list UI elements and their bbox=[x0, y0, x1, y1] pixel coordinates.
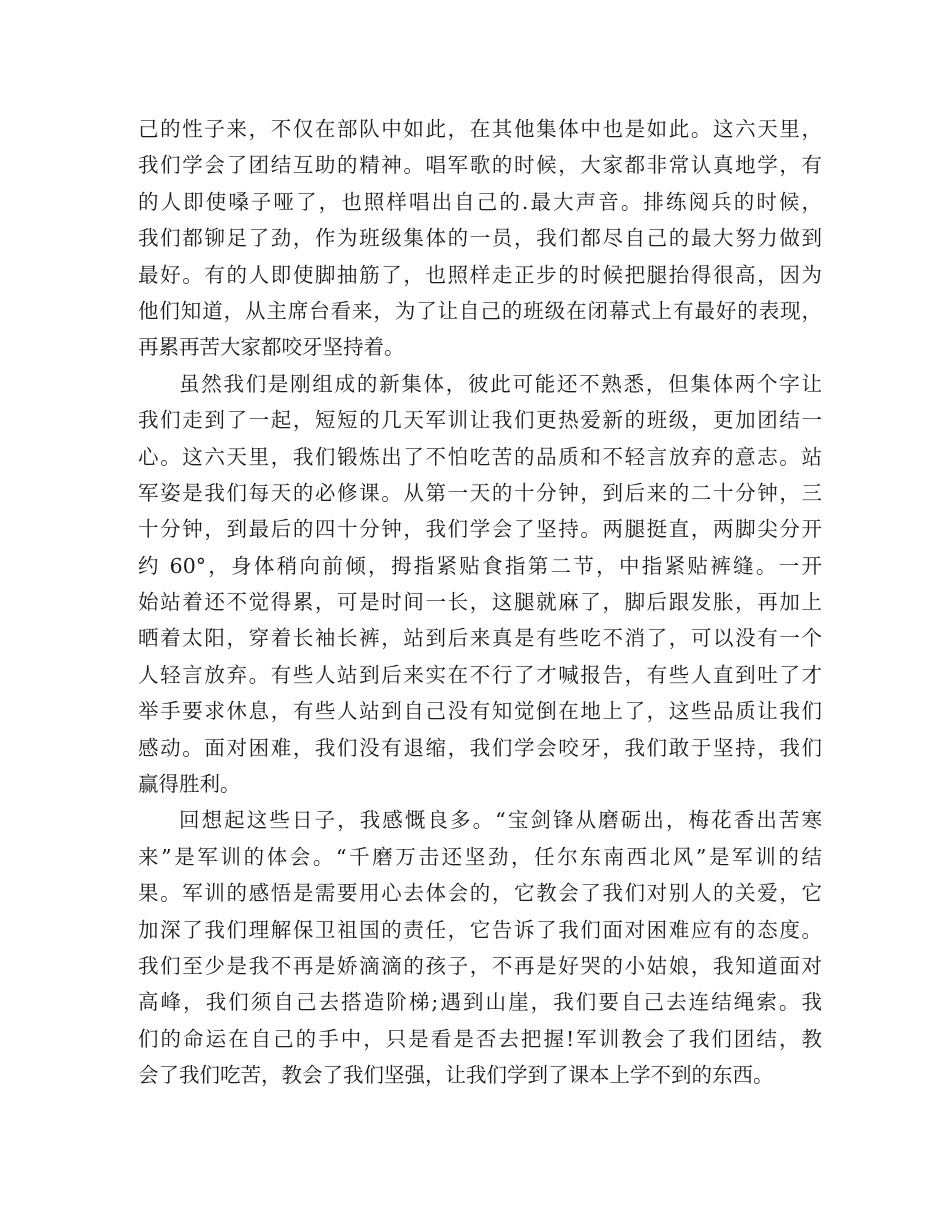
text-line: 己的性子来，不仅在部队中如此，在其他集体中也是如此。这六天里， bbox=[138, 117, 822, 141]
text-line: 我们学会了团结互助的精神。唱军歌的时候，大家都非常认真地学，有 bbox=[138, 153, 822, 178]
text-line: 的人即使嗓子哑了，也照样唱出自己的.最大声音。排练阅兵的时候， bbox=[138, 189, 822, 214]
text-line: 们的命运在自己的手中，只是看是否去把握!军训教会了我们团结，教 bbox=[138, 1026, 822, 1051]
text-line: 赢得胜利。 bbox=[138, 772, 241, 797]
text-line: 举手要求休息，有些人站到自己没有知觉倒在地上了，这些品质让我们 bbox=[138, 699, 822, 724]
text-line: 约 60°，身体稍向前倾，拇指紧贴食指第二节，中指紧贴裤缝。一开 bbox=[138, 553, 822, 578]
text-line: 他们知道，从主席台看来，为了让自己的班级在闭幕式上有最好的表现， bbox=[138, 298, 822, 323]
text-line: 我们走到了一起，短短的几天军训让我们更热爱新的班级，更加团结一 bbox=[138, 408, 822, 433]
text-line: 十分钟，到最后的四十分钟，我们学会了坚持。两腿挺直，两脚尖分开 bbox=[138, 517, 822, 542]
text-line: 感动。面对困难，我们没有退缩，我们学会咬牙，我们敢于坚持，我们 bbox=[138, 735, 822, 760]
text-line: 最好。有的人即使脚抽筋了，也照样走正步的时候把腿抬得很高，因为 bbox=[138, 262, 822, 287]
text-line: 军姿是我们每天的必修课。从第一天的十分钟，到后来的二十分钟，三 bbox=[138, 480, 822, 505]
text-line: 我们至少是我不再是娇滴滴的孩子，不再是好哭的小姑娘，我知道面对 bbox=[138, 953, 822, 978]
text-line: 始站着还不觉得累，可是时间一长，这腿就麻了，脚后跟发胀，再加上 bbox=[138, 590, 822, 615]
text-line: 果。军训的感悟是需要用心去体会的，它教会了我们对别人的关爱，它 bbox=[138, 881, 822, 906]
document-body bbox=[138, 111, 822, 1094]
text-line: 人轻言放弃。有些人站到后来实在不行了才喊报告，有些人直到吐了才 bbox=[138, 662, 822, 687]
text-line: 再累再苦大家都咬牙坚持着。 bbox=[138, 335, 405, 360]
text-line: 会了我们吃苦，教会了我们坚强，让我们学到了课本上学不到的东西。 bbox=[138, 1063, 774, 1088]
text-line: 晒着太阳，穿着长袖长裤，站到后来真是有些吃不消了，可以没有一个 bbox=[138, 626, 822, 651]
text-line: 来”是军训的体会。“千磨万击还坚劲，任尔东南西北风”是军训的结 bbox=[138, 844, 822, 869]
text-line: 高峰，我们须自己去搭造阶梯;遇到山崖，我们要自己去连结绳索。我 bbox=[138, 990, 822, 1015]
text-line: 虽然我们是刚组成的新集体，彼此可能还不熟悉，但集体两个字让 bbox=[179, 371, 822, 396]
text-line: 回想起这些日子，我感慨良多。“宝剑锋从磨砺出，梅花香出苦寒 bbox=[179, 808, 822, 833]
text-line: 我们都铆足了劲，作为班级集体的一员，我们都尽自己的最大努力做到 bbox=[138, 226, 822, 251]
text-line: 加深了我们理解保卫祖国的责任，它告诉了我们面对困难应有的态度。 bbox=[138, 917, 822, 942]
text-line: 心。这六天里，我们锻炼出了不怕吃苦的品质和不轻言放弃的意志。站 bbox=[138, 444, 822, 469]
